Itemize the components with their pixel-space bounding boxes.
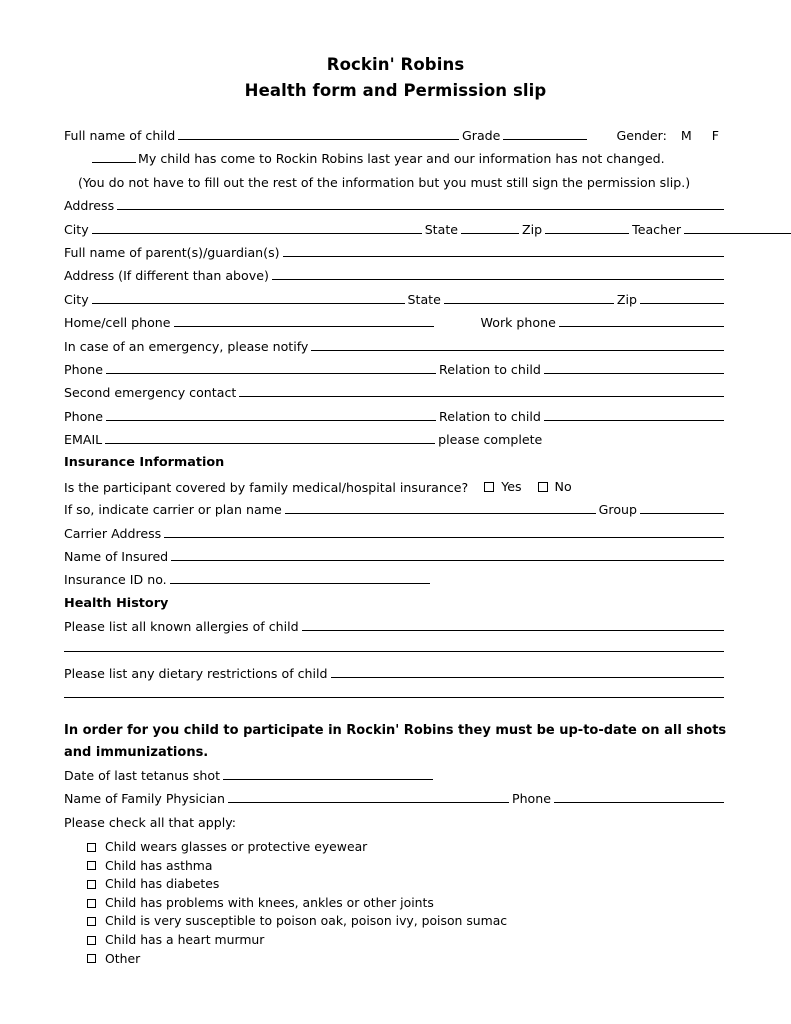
label-address-different: Address (If different than above) [64, 268, 269, 284]
input-work-phone[interactable] [559, 314, 724, 327]
heading-insurance: Insurance Information [64, 455, 225, 471]
label-grade: Grade [462, 128, 501, 143]
label-yes: Yes [501, 478, 522, 494]
label-tetanus: Date of last tetanus shot [64, 767, 221, 783]
condition-label: Other [105, 950, 141, 966]
row-email [64, 428, 727, 451]
label-name-insured: Name of Insured [64, 549, 169, 565]
form-body [64, 124, 727, 968]
input-allergies-line2[interactable] [64, 639, 724, 652]
input-emergency-phone[interactable] [106, 361, 436, 374]
label-teacher: Teacher [632, 221, 682, 237]
row-child-address [64, 194, 727, 217]
row-child-city-state-zip [64, 218, 727, 241]
row-emergency-phone [64, 358, 727, 381]
label-check-all: Please check all that apply: [64, 814, 237, 830]
label-carrier-plan: If so, indicate carrier or plan name [64, 502, 282, 518]
label-allergies: Please list all known allergies of child [64, 619, 299, 635]
checkbox-square-icon [538, 482, 548, 492]
label-full-name-child: Full name of child [64, 128, 176, 143]
note-email-complete: please complete [438, 432, 543, 448]
row-carrier-address [64, 522, 727, 545]
label-city: City [64, 221, 89, 237]
input-insurance-id[interactable] [170, 571, 430, 584]
label-parent-name: Full name of parent(s)/guardian(s) [64, 244, 280, 260]
input-teacher[interactable] [684, 221, 791, 234]
input-allergies[interactable] [302, 618, 724, 631]
row-dietary [64, 662, 727, 685]
label-parent-zip: Zip [616, 291, 637, 307]
condition-label: Child has diabetes [105, 876, 220, 892]
condition-label: Child has asthma [105, 857, 213, 873]
input-parent-zip[interactable] [640, 291, 724, 304]
row-parent-city-state-zip [64, 288, 727, 311]
condition-label: Child has problems with knees, ankles or other joints [105, 894, 434, 910]
input-returning-check[interactable] [92, 150, 136, 163]
row-emergency-notify [64, 335, 727, 358]
input-dietary[interactable] [331, 665, 724, 678]
input-second-phone[interactable] [106, 408, 436, 421]
checkbox-square-icon [87, 861, 96, 870]
checkbox-condition-poison[interactable] [87, 912, 727, 931]
heading-health-history: Health History [64, 595, 169, 611]
checkbox-condition-diabetes[interactable] [87, 875, 727, 894]
label-group: Group [598, 502, 637, 518]
row-tetanus [64, 764, 727, 787]
document-title [64, 52, 727, 104]
checkbox-condition-heart-murmur[interactable] [87, 931, 727, 950]
label-returning-note: My child has come to Rockin Robins last year and our information has not changed. [138, 151, 665, 167]
row-phones [64, 311, 727, 334]
checkbox-insurance-no[interactable] [538, 475, 572, 498]
input-group[interactable] [640, 501, 724, 514]
note-returning-paren: (You do not have to fill out the rest of the information but you must still sign the permission slip.) [78, 174, 691, 190]
label-insurance-id: Insurance ID no. [64, 572, 167, 588]
row-check-all [64, 811, 727, 834]
input-emergency-notify[interactable] [311, 338, 724, 351]
row-carrier-plan [64, 498, 727, 521]
input-zip[interactable] [545, 221, 629, 234]
checkbox-square-icon [87, 843, 96, 852]
checkbox-square-icon [87, 880, 96, 889]
label-parent-state: State [407, 291, 441, 307]
input-name-insured[interactable] [171, 548, 724, 561]
checkbox-square-icon [87, 954, 96, 963]
label-emergency-phone: Phone [64, 361, 104, 377]
label-relation-child: Relation to child [439, 361, 541, 377]
checkbox-condition-joints[interactable] [87, 894, 727, 913]
input-relation-child[interactable] [544, 361, 724, 374]
condition-label: Child wears glasses or protective eyewear [105, 838, 368, 854]
checkbox-condition-other[interactable] [87, 950, 727, 969]
input-address-different[interactable] [272, 267, 724, 280]
input-physician-phone[interactable] [554, 790, 724, 803]
input-city[interactable] [92, 221, 422, 234]
input-grade[interactable] [503, 127, 587, 140]
condition-label: Child is very susceptible to poison oak, poison ivy, poison sumac [105, 913, 508, 929]
input-home-cell-phone[interactable] [174, 314, 434, 327]
label-work-phone: Work phone [480, 315, 556, 331]
row-dietary-continued [64, 685, 727, 708]
label-physician-phone: Phone [511, 791, 551, 807]
label-no: No [554, 478, 572, 494]
input-carrier-plan[interactable] [285, 501, 596, 514]
row-returning-note [64, 147, 727, 170]
input-physician[interactable] [228, 790, 509, 803]
label-home-cell-phone: Home/cell phone [64, 315, 171, 331]
checkbox-square-icon [87, 917, 96, 926]
row-allergies [64, 615, 727, 638]
conditions-checklist [64, 838, 727, 968]
input-second-contact[interactable] [239, 384, 724, 397]
label-emergency-notify: In case of an emergency, please notify [64, 338, 309, 354]
input-state[interactable] [461, 221, 519, 234]
row-physician [64, 787, 727, 810]
condition-label: Child has a heart murmur [105, 931, 265, 947]
input-dietary-line2[interactable] [64, 685, 724, 698]
input-tetanus[interactable] [223, 767, 433, 780]
checkbox-condition-glasses[interactable] [87, 838, 727, 857]
title-line-1: Rockin' Robins [326, 55, 465, 74]
label-zip: Zip [522, 221, 543, 237]
label-email: EMAIL [64, 432, 103, 448]
checkbox-insurance-yes[interactable] [484, 475, 521, 498]
label-second-relation: Relation to child [439, 408, 541, 424]
row-parent-name [64, 241, 727, 264]
input-parent-city[interactable] [92, 291, 405, 304]
label-dietary: Please list any dietary restrictions of child [64, 666, 328, 682]
label-carrier-address: Carrier Address [64, 525, 162, 541]
row-insurance-covered [64, 475, 727, 498]
row-allergies-continued [64, 639, 727, 662]
label-state: State [424, 221, 459, 237]
gender-options[interactable]: M F [680, 128, 727, 143]
row-second-emergency-contact [64, 381, 727, 404]
label-gender: Gender: [616, 128, 667, 143]
title-line-2: Health form and Permission slip [244, 81, 547, 100]
input-carrier-address[interactable] [164, 525, 724, 538]
label-second-phone: Phone [64, 408, 104, 424]
checkbox-square-icon [484, 482, 494, 492]
input-parent-state[interactable] [444, 291, 614, 304]
input-email[interactable] [105, 431, 435, 444]
row-name-insured [64, 545, 727, 568]
checkbox-condition-asthma[interactable] [87, 857, 727, 876]
label-insurance-question: Is the participant covered by family medical/hospital insurance? [64, 479, 469, 495]
row-second-phone [64, 405, 727, 428]
row-parent-address [64, 264, 727, 287]
label-physician: Name of Family Physician [64, 791, 226, 807]
row-child-name [64, 124, 727, 147]
label-address: Address [64, 198, 115, 214]
input-address[interactable] [117, 197, 724, 210]
input-second-relation[interactable] [544, 408, 724, 421]
checkbox-square-icon [87, 936, 96, 945]
label-second-contact: Second emergency contact [64, 385, 237, 401]
input-parent-name[interactable] [283, 244, 724, 257]
statement-immunization: In order for you child to participate in Rockin' Robins they must be up-to-date on all shots and immunizations. [64, 722, 727, 760]
label-parent-city: City [64, 291, 89, 307]
input-full-name-child[interactable] [178, 127, 459, 140]
row-insurance-id [64, 568, 727, 591]
checkbox-square-icon [87, 899, 96, 908]
